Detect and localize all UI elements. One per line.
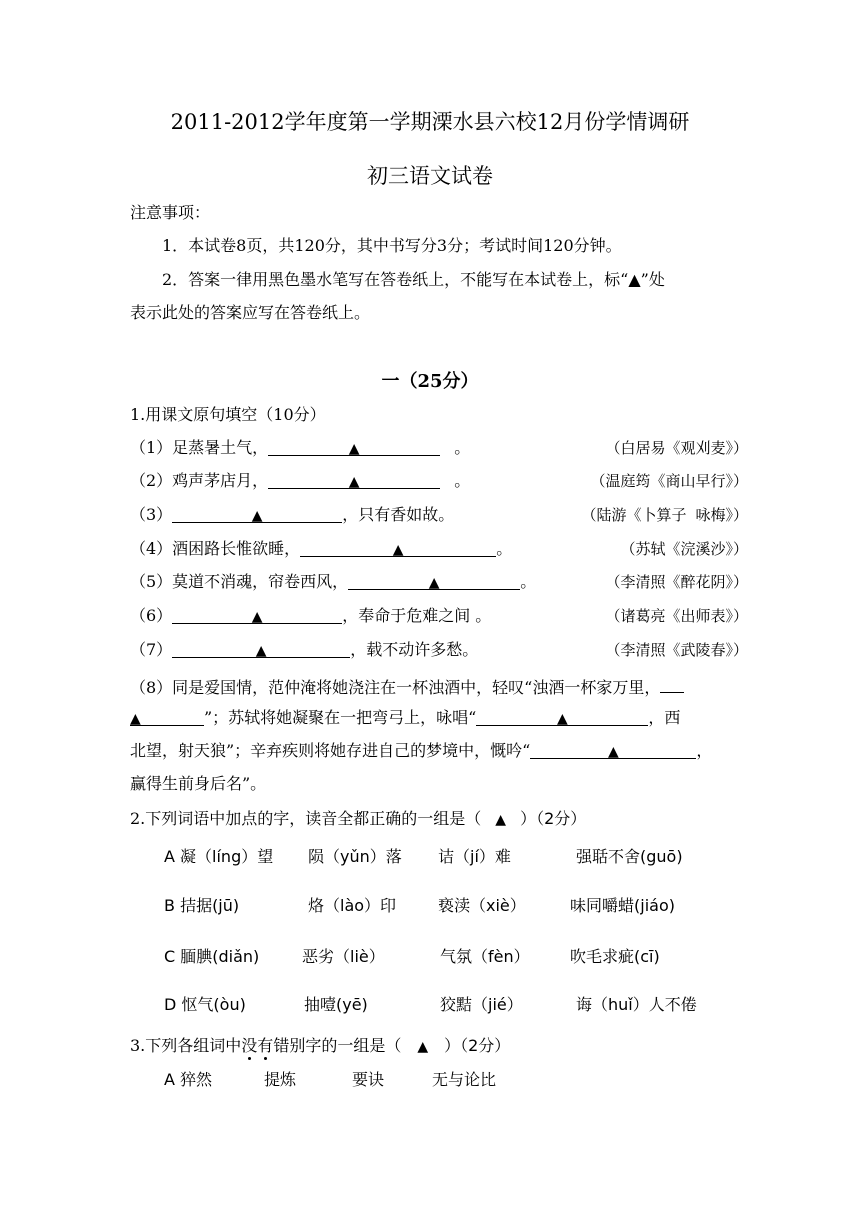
q1-line-6: （6） ▲ ，奉命于危难之间 。 [130, 606, 492, 625]
exam-title: 2011-2012学年度第一学期溧水县六校12月份学情调研 [170, 110, 690, 134]
notice-item-1: 1．本试卷8页，共120分，其中书写分3分；考试时间120分钟。 [162, 236, 622, 255]
q1-line-4: （4）酒困路长惟欲睡， ▲ 。 [130, 539, 513, 558]
q3-option-a: A 猝然 提炼 要诀 无与论比 [164, 1070, 497, 1089]
q2-option-b: B 拮据(jū) 烙（lào）印 亵渎（xiè） 味同嚼蜡(jiáo) [164, 896, 675, 915]
q2-option-a: A 凝（líng）望 陨（yǔn）落 诘（jí）难 强聒不舍(guō) [164, 847, 683, 866]
q2-title: 2.下列词语中加点的字，读音全都正确的一组是（ ▲ ）（2分） [130, 809, 587, 828]
answer-blank: ▲ [268, 470, 440, 489]
q1-source-7: （李清照《武陵春》） [605, 641, 748, 659]
notice-item-2: 2．答案一律用黑色墨水笔写在答卷纸上，不能写在本试卷上，标“▲”处 [162, 270, 665, 289]
q1-source-2: （温庭筠《商山早行》） [590, 472, 748, 490]
emphasis-dot: 没 [241, 1036, 258, 1055]
q1-8-line-2: ▲ ”；苏轼将她凝聚在一把弯弓上，咏唱“ ▲ ，西 [130, 708, 681, 727]
q1-source-4: （苏轼《浣溪沙》） [620, 540, 748, 558]
q2-option-c: C 腼腆(diǎn) 恶劣（liè） 气氛（fèn） 吹毛求疵(cī) [164, 947, 660, 966]
answer-blank: ▲ [172, 504, 342, 523]
answer-blank: ▲ [268, 437, 440, 456]
q1-source-6: （诸葛亮《出师表》） [605, 607, 748, 625]
answer-blank: ▲ [172, 605, 342, 624]
answer-blank: ▲ [348, 571, 520, 590]
q1-source-5: （李清照《醉花阴》） [605, 573, 748, 591]
q1-source-3: （陆游《卜算子 咏梅》） [581, 506, 748, 524]
q1-line-1: （1）足蒸暑土气， ▲ 。 [130, 438, 471, 457]
answer-blank: ▲ [530, 740, 696, 759]
q1-line-3: （3） ▲ ，只有香如故。 [130, 505, 455, 524]
q1-8-line-3: 北望，射天狼”；辛弃疾则将她存进自己的梦境中，慨吟“ ▲ ， [130, 741, 713, 760]
answer-blank [660, 674, 684, 693]
q2-option-d: D 怄气(òu) 抽噎(yē) 狡黠（jié） 诲（huǐ）人不倦 [164, 995, 697, 1014]
q3-title: 3.下列各组词中没有错别字的一组是（ ▲ ）（2分） [130, 1036, 511, 1055]
q1-line-2: （2）鸡声茅店月， ▲ 。 [130, 471, 471, 490]
answer-blank: ▲ [172, 639, 350, 658]
section-heading: 一（25分） [381, 371, 479, 392]
q1-source-1: （白居易《观刈麦》） [605, 439, 748, 457]
answer-blank: ▲ [476, 707, 648, 726]
q1-line-7: （7） ▲ ，载不动许多愁。 [130, 640, 479, 659]
notice-item-2-cont: 表示此处的答案应写在答卷纸上。 [130, 303, 371, 322]
q1-title: 1.用课文原句填空（10分） [130, 405, 326, 424]
answer-blank: ▲ [300, 538, 496, 557]
answer-blank: ▲ [130, 707, 204, 726]
q1-line-5: （5）莫道不消魂，帘卷西风， ▲ 。 [130, 572, 537, 591]
exam-subtitle: 初三语文试卷 [367, 164, 493, 188]
notice-heading: 注意事项： [130, 203, 211, 222]
q1-8-line-4: 赢得生前身后名”。 [130, 774, 267, 793]
q1-8-line-1: （8）同是爱国情，范仲淹将她浇注在一杯浊酒中，轻叹“浊酒一杯家万里， [130, 674, 684, 699]
emphasis-dot: 有 [257, 1036, 274, 1055]
